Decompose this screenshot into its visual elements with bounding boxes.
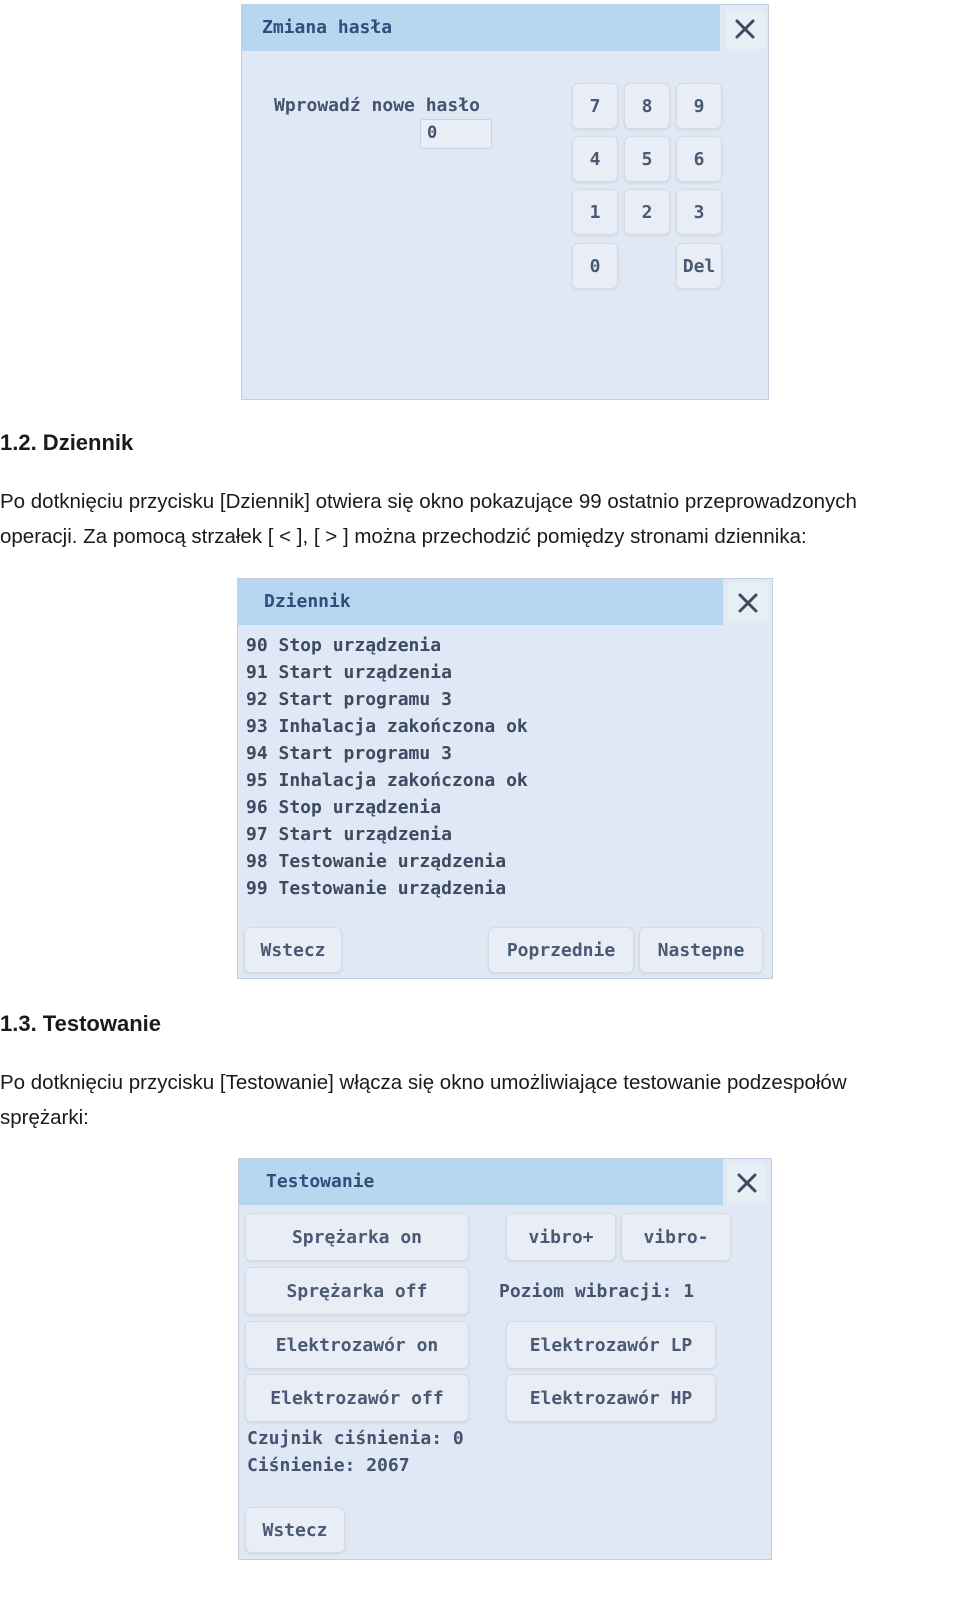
compressor-on-button[interactable]: Sprężarka on bbox=[245, 1213, 469, 1261]
key-9[interactable]: 9 bbox=[676, 83, 722, 129]
key-1[interactable]: 1 bbox=[572, 189, 618, 235]
section-heading-test: 1.3. Testowanie bbox=[0, 1011, 161, 1036]
vibro-plus-button[interactable]: vibro+ bbox=[506, 1213, 616, 1261]
key-3[interactable]: 3 bbox=[676, 189, 722, 235]
back-button[interactable]: Wstecz bbox=[245, 1507, 345, 1553]
section-log-line-1: Po dotknięciu przycisku [Dziennik] otwiera się okno pokazujące 99 ostatnio przeprowadzonych bbox=[0, 490, 857, 513]
log-entry: 97 Start urządzenia bbox=[246, 824, 452, 845]
password-panel-title: Zmiana hasła bbox=[262, 17, 393, 38]
close-button[interactable] bbox=[728, 583, 768, 623]
close-button[interactable] bbox=[727, 1163, 767, 1203]
log-panel-titlebar bbox=[238, 579, 723, 625]
close-icon bbox=[735, 1171, 759, 1195]
back-button[interactable]: Wstecz bbox=[244, 927, 342, 973]
key-5[interactable]: 5 bbox=[624, 136, 670, 182]
next-page-button[interactable]: Nastepne bbox=[639, 927, 763, 973]
log-entry: 92 Start programu 3 bbox=[246, 689, 452, 710]
log-entry: 94 Start programu 3 bbox=[246, 743, 452, 764]
new-password-prompt: Wprowadź nowe hasło bbox=[274, 95, 480, 116]
password-input[interactable]: 0 bbox=[420, 119, 492, 149]
log-entry: 91 Start urządzenia bbox=[246, 662, 452, 683]
key-4[interactable]: 4 bbox=[572, 136, 618, 182]
log-entry: 96 Stop urządzenia bbox=[246, 797, 442, 818]
log-list bbox=[246, 632, 528, 902]
compressor-off-button[interactable]: Sprężarka off bbox=[245, 1267, 469, 1315]
log-entry: 98 Testowanie urządzenia bbox=[246, 851, 507, 872]
section-log-line-2: operacji. Za pomocą strzałek [ < ], [ > ] można przechodzić pomiędzy stronami dziennika: bbox=[0, 525, 807, 548]
log-panel bbox=[237, 578, 773, 979]
valve-off-button[interactable]: Elektrozawór off bbox=[245, 1374, 469, 1422]
log-entry: 93 Inhalacja zakończona ok bbox=[246, 716, 528, 737]
password-panel-titlebar bbox=[242, 5, 720, 51]
delete-key[interactable]: Del bbox=[676, 243, 722, 289]
close-button[interactable] bbox=[725, 9, 765, 49]
test-panel-titlebar bbox=[239, 1159, 723, 1205]
log-entry: 95 Inhalacja zakończona ok bbox=[246, 770, 528, 791]
valve-on-button[interactable]: Elektrozawór on bbox=[245, 1321, 469, 1369]
valve-hp-button[interactable]: Elektrozawór HP bbox=[506, 1374, 716, 1422]
key-0[interactable]: 0 bbox=[572, 243, 618, 289]
valve-lp-button[interactable]: Elektrozawór LP bbox=[506, 1321, 716, 1369]
section-test-line-2: sprężarki: bbox=[0, 1106, 89, 1129]
key-8[interactable]: 8 bbox=[624, 83, 670, 129]
key-2[interactable]: 2 bbox=[624, 189, 670, 235]
section-heading-log: 1.2. Dziennik bbox=[0, 430, 134, 455]
vibro-minus-button[interactable]: vibro- bbox=[621, 1213, 731, 1261]
previous-page-button[interactable]: Poprzednie bbox=[488, 927, 634, 973]
key-7[interactable]: 7 bbox=[572, 83, 618, 129]
test-panel bbox=[238, 1158, 772, 1560]
key-6[interactable]: 6 bbox=[676, 136, 722, 182]
log-panel-title: Dziennik bbox=[264, 591, 351, 612]
section-test-line-1: Po dotknięciu przycisku [Testowanie] włącza się okno umożliwiające testowanie podzespołów bbox=[0, 1071, 847, 1094]
pressure-sensor-status: Czujnik ciśnienia: 0 bbox=[247, 1428, 464, 1449]
pressure-value: Ciśnienie: 2067 bbox=[247, 1455, 410, 1476]
log-entry: 99 Testowanie urządzenia bbox=[246, 878, 507, 899]
test-panel-title: Testowanie bbox=[266, 1171, 375, 1192]
close-icon bbox=[733, 17, 757, 41]
password-panel bbox=[241, 4, 769, 400]
close-icon bbox=[736, 591, 760, 615]
log-entry: 90 Stop urządzenia bbox=[246, 635, 442, 656]
vibration-level: Poziom wibracji: 1 bbox=[499, 1281, 695, 1302]
